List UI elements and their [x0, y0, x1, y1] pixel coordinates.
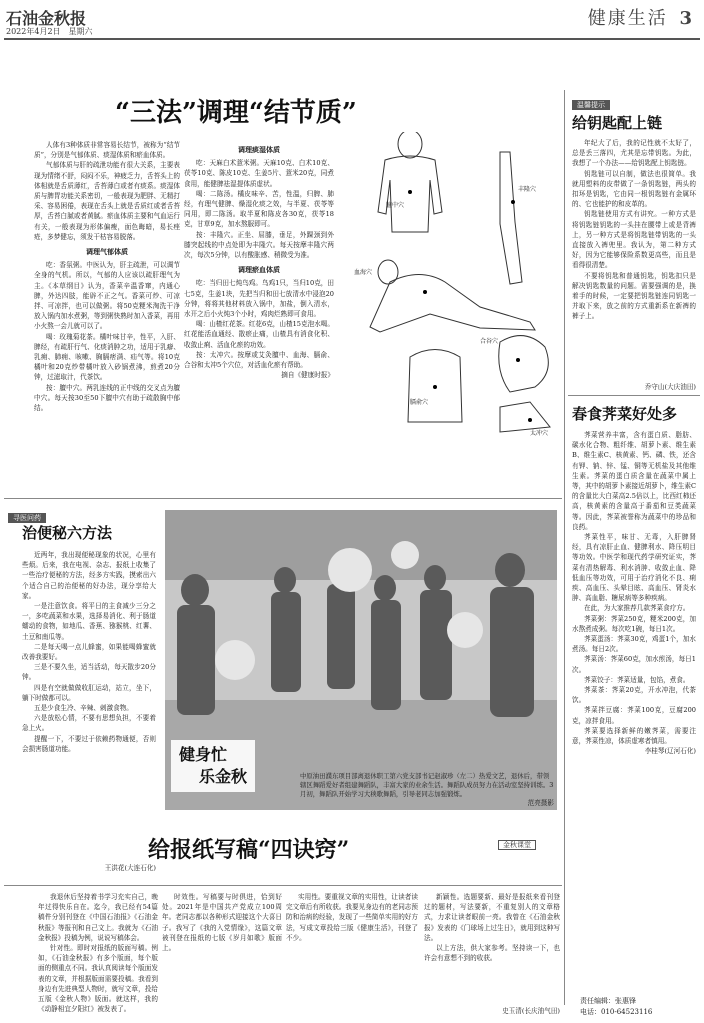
keys-article-title: 给钥匙配上链	[572, 114, 663, 132]
bottom-para-6: 以上方法，供大家参考。坚持读一下，也许会有意想不到的收获。	[424, 944, 560, 963]
bottom-col-3	[286, 892, 418, 1017]
section-heading-3: 调理瘀血体质	[238, 265, 280, 275]
bottom-author: 史玉清(长庆油气田)	[502, 1007, 560, 1015]
bottom-tag-wrap	[498, 832, 536, 851]
shepherd-article-title: 春食荠菜好处多	[572, 405, 678, 423]
photo-caption-text: 中原油田濮东项目部离退休职工第六党支部书记赵淑珍（左二）热爱文艺，退休后，带领辖区舞蹈爱好者组建舞蹈队，丰富大家的业余生活。舞蹈队成员努力在活动室坚持训练。3月初，舞蹈队开始学习大秧歌舞蹈，引导老同志加强锻炼。	[300, 772, 554, 798]
section2-para-2: 喝：二陈汤。橘皮味辛、苦，性温，归脾、肺经，有理气健脾、燥湿化痰之效，与半夏、茯苓等同用，即二陈汤。取半夏和陈皮各30克，茯苓18克，甘草9克，加水熬服即可。	[184, 189, 334, 229]
label-geshu: 膈俞穴	[410, 399, 429, 406]
acupoint-figure	[350, 132, 560, 437]
recipe-6: 荠菜拌豆腐：荠菜100克，豆腐200克，凉拌食用。	[572, 706, 696, 725]
constipation-para-2: 一是注意饮食。将平日的主食减少三分之一，多吃蔬菜和水果，选择易消化、利于肠道蠕动的食物，如地瓜、香蕉、猕猴桃、红薯、土豆和南瓜等。	[22, 602, 156, 641]
intro-para-2: 气郁体质与肝的疏泄功能有很大关系，主要表现为情绪不舒，闷闷不乐，神疲乏力，舌苔头上的体相就是舌质薄红，舌苔薄白或者有痰系。痰湿体质与脾胃功能关系密切，一般表现为肥胖、无精打采、容易困倦，表现在舌头上就是舌质红或者舌苔厚，舌苔白腻或者黄腻。瘀血体质主要和气血运行有关，一般表现为形体偏瘦，面色晦暗，易长痤疮，多梦健忘，须发干枯容易脱落。	[34, 161, 180, 241]
column-divider	[564, 90, 565, 1005]
section2-para-1: 吃：天麻白术薏米粥。天麻10克、白术10克、茯苓10克、陈皮10克、生姜5片、薏米20克，同煮食用，能健脾祛湿提体质虚状。	[184, 159, 334, 188]
photo-credit: 范亮摄影	[527, 799, 554, 807]
section-title	[588, 4, 694, 30]
constipation-para-1: 近两年，我出现便秘现象的状况，心里有些烦。后来，我在电视、杂志、报纸上收集了一些治疗便秘的方法，经多方实践，摸索出六个适合自己的治便秘的好办法，现分享给大家。	[22, 551, 156, 600]
page-number: 3	[679, 8, 694, 29]
constipation-para-4: 三是不要久坐，适当活动，每天散步20分钟。	[22, 663, 156, 682]
section1-para-3: 按：膻中穴。两乳连线的正中线的交叉点为膻中穴。每天按30至50下膻中穴有助于疏散胸中郁结。	[34, 383, 180, 413]
shepherd-para-3: 在此，为大家推荐几款荠菜食疗方。	[584, 604, 690, 613]
label-hegu: 合谷穴	[480, 338, 499, 345]
keys-tag-wrap	[572, 92, 610, 111]
paper-name: 石油金秋报	[6, 9, 87, 28]
side-divider-1	[568, 395, 700, 396]
top-article-col-2	[184, 140, 334, 442]
shepherd-article-body	[572, 430, 696, 1000]
constipation-title: 治便秘六方法	[22, 524, 113, 542]
recipe-2: 荠菜蛋汤：荠菜30克，鸡蛋1个，加水煮汤。每日2次。	[572, 635, 696, 654]
date-line: 2022年4月2日 星期六	[6, 27, 93, 36]
top-article-byline: 摘自《健康时报》	[281, 371, 334, 380]
bottom-para-1: 我退休后坚持着书学习充实自己，晚年过得快乐自在。迄今，我已经有54篇稿件分别刊登在《中国石油报》《石油金秋报》等报刊和自己文上。我就为《石油金秋报》投稿为例，说说写稿体会。	[38, 893, 158, 942]
recipe-1: 荠菜粥：荠菜250克，粳米200克，加水熬煮成粥。每次吃1碗，每日1次。	[572, 614, 696, 633]
constipation-tag: 寻医问药	[8, 513, 46, 523]
section-heading-2: 调理痰湿体质	[238, 145, 280, 154]
shepherd-author: 李桂琴(辽河石化)	[644, 747, 696, 756]
photo-title-box	[171, 740, 255, 792]
constipation-author: 王洪花(大连石化)	[104, 864, 156, 872]
keys-article-tag: 温馨提示	[572, 100, 610, 110]
section3-para-3: 按：太冲穴。按摩或艾灸膻中、血海、膈俞、合谷和太冲5个穴位，对活血化瘀有帮助。	[184, 350, 334, 370]
keys-para-3: 钥匙链使用方式有讲究。一种方式是将钥匙链钥匙的一头挂在腰带上或是背裤上，另一种方式是将钥匙链带钥匙的一头直接放入裤兜里。我认为，第二种方式好，因为它能够保险系数更高些，而且是看得很清楚。	[572, 210, 696, 270]
bottom-col-4	[424, 892, 560, 1004]
keys-para-4: 不要将钥匙和普通钥匙，钥匙扣只是解决钥匙数量的问题。需要强调的是，换着手的时候，一定要把钥匙链连同钥匙一并取下来，放之前的方式重新系在新裤的裤子上。	[572, 271, 696, 321]
editor-info	[580, 996, 652, 1018]
section-name: 健康生活	[587, 8, 668, 29]
photo-caption	[300, 772, 554, 808]
section2-para-3: 按：丰隆穴。正坐、屈膝，垂足，外踝颈到外膝突起线的中点处即为丰隆穴。每天按摩丰隆穴两次，每次5分钟，以有酸胀感、稍微受为准。	[184, 230, 334, 260]
constipation-body	[22, 550, 156, 860]
keys-para-2: 钥匙链可以自制，做法也很简单。我就用塑料的皮带做了一条钥匙链，两头的扣环是钥匙，它由同一根钥匙链有金属环的、它也能护的和皮革的。	[572, 169, 696, 209]
photo-title-line2: 乐金秋	[199, 767, 248, 786]
keys-article-body	[572, 138, 696, 380]
constipation-para-3: 二是每天喝一点儿蜂蜜，如果能喝蜂蜜就改善我要好。	[22, 642, 156, 662]
top-article-col-1	[34, 140, 180, 442]
section3-para-1: 吃：当归田七炖鸟鸡。鸟鸡1只，当归10克，田七5克，生姜1块，先把当归和田七放清水中浸泡20分钟，将将其他材料放入锅中，加盐，倒入清水，水开之后小火炖3个小时，鸡肉烂熟即可食用。	[184, 279, 334, 319]
bottom-col-2	[162, 892, 282, 1017]
bottom-para-4: 实用性。要重视文章的实用性，让读者读完文章后有所收获。我要见身边有的老同志预防和治病的经验，发现了一些简单实用的好方法，写成文章投给三版《健康生活》，刊登了不少。	[286, 893, 418, 942]
recipe-3: 荠菜汤：荠菜60克，加水煎汤，每日1次。	[572, 655, 696, 674]
top-article-title: “三法”调理“结节质”	[115, 98, 357, 128]
intro-para-1: 人体有3种体质非常容易长结节，被称为“结节质”，分别是气郁体质、痰湿体质和瘀血体质。	[34, 141, 180, 160]
masthead-rule	[4, 38, 700, 40]
section-heading-1: 调理气郁体质	[86, 247, 128, 257]
bottom-para-2: 针对性。即时对报纸的版面写稿。例如，《石油金秋报》有多个版面，每个版面的侧重点不同。我认真阅读每个版面发表的文章，并根据版面需要投稿。我看到身边有先进典型人物时，就写文章，投给五版《金秋人物》版面。就这样，我的《动静相宜夕阳红》被发表了。	[38, 944, 158, 1014]
constipation-para-6: 五是少食生冷、辛辣、刺激食物。	[34, 704, 133, 713]
editor-phone: 电话：010-64523116	[580, 1008, 653, 1016]
bottom-col-1	[38, 892, 158, 1017]
acupoint-illustration	[350, 132, 560, 437]
bottom-article-title: 给报纸写稿“四诀窍”	[148, 837, 350, 863]
label-danzhong: 膻中穴	[386, 202, 405, 209]
section1-para-2: 喝：玫瑰菊花茶。橘叶味甘辛，性平，入肝、脾经，有疏肝行气、化痰消肿之功，适用于乳癖、乳痈、肺痈、咳嗽、胸膈痞满、疝气等。将10克橘叶和20克炒带橘叶放入砂锅煮沸，煎煮20分钟，过滤取汁，代茶饮。	[34, 332, 180, 382]
label-xuehai: 血海穴	[354, 269, 373, 276]
dance-photo	[165, 510, 557, 810]
label-taichong: 太冲穴	[530, 430, 549, 437]
photo-divider	[4, 885, 562, 886]
bottom-para-5: 新颖性。选题要新、最好是报纸来看刊登过的题材，写法要新，不重复别人的文章格式，力求让读者眼前一亮。我曾在《石油金秋报》发表的《门球场上过生日》，就用到这种写法。	[424, 893, 560, 942]
photo-title-line1: 健身忙	[179, 745, 228, 764]
constipation-para-8: 提醒一下，不要过于依赖药物通便，否则会损害肠道功能。	[22, 734, 156, 753]
constipation-para-5: 四是有空就做做收肛运动，站立，坐下，躺下时做都可以。	[22, 683, 156, 702]
shepherd-para-1: 荠菜营养丰富，含有蛋白质、脂肪、碳水化合物、粗纤维、胡萝卜素、维生素B、维生素C、核黄素、钙、磷、铁，还含有钾、钠、锌、锰、铜等无机盐及其他维生素。荠菜的蛋白质含量在蔬菜中属上等，其中的胡萝卜素接近胡萝卜，维生素C的含量比大白菜高2.5倍以上，比西红柿还高，核黄素的含量高于番茄和豆类蔬菜等。因此，荠菜被誉称为蔬菜中的珍品和良药。	[572, 431, 696, 531]
recipe-5: 荠菜茶：荠菜20克，开水冲泡，代茶饮。	[572, 686, 696, 705]
recipe-4: 荠菜饺子：荠菜适量，包馅，煮食。	[584, 675, 690, 684]
keys-author: 乔守山(大庆油田)	[644, 383, 696, 391]
label-fenglong: 丰隆穴	[518, 186, 537, 193]
section3-para-2: 喝：山楂红花茶。红花6克，山楂15克泡水喝。红花能活血通经、散瘀止痛，山楂具有消食化积、收敛止痢、活血化瘀的功效。	[184, 320, 334, 349]
bottom-para-3: 时效性。写稿要与时俱进，恰到好处。2021年是中国共产党成立100周年。老同志都以各种形式迎接这个大喜日子。我写了《我的入党情缘》，这篇文章被刊登在报纸的七版《岁月如歌》版面上。	[162, 893, 282, 953]
bottom-article-tag: 金秋课堂	[498, 840, 536, 850]
editor-name: 责任编辑：张惠锋	[580, 997, 636, 1005]
top-article-divider	[4, 498, 562, 499]
constipation-para-7: 六是放松心情，不要有思想负担，不要着急上火。	[22, 714, 156, 733]
shepherd-para-2: 荠菜性平，味甘、无毒，入肝脾肾经，具有凉肝止血、健脾利水、降压明目等功效。中医学和现代药学研究证实，荠菜有清热解毒、利水消肿、收敛止血、降低血压等功效，可用于治疗消化不良、痢疾、高血压、头晕目眩、高血压、肾炎水肿、高血脂、糖尿病等多种疾病。	[572, 533, 696, 603]
shepherd-closing: 荠菜要选择新鲜的嫩荠菜，需要注意，荠菜性凉，体质虚寒者慎用。	[572, 726, 696, 746]
keys-para-1: 年纪大了后，我的记性就不太好了，总是丢三落四，尤其是忘带钥匙。为此，我想了一个办法——给钥匙配上钥匙链。	[572, 139, 696, 168]
section1-para-1: 吃：香氛粥。中医认为，肝主疏泄，可以调节全身的气机。所以，气郁的人应该以疏肝理气为主。《本草纲目》认为，香菜辛温香窜，内通心脾，外达四肢，能辟不正之气。香菜可炒、可凉拌、可凉拌，也可以做粥。将50克粳米淘洗干净放入锅内加水煮粥，等到粥快熟时加入香菜，再用小火熬一会儿就可以了。	[34, 261, 180, 331]
